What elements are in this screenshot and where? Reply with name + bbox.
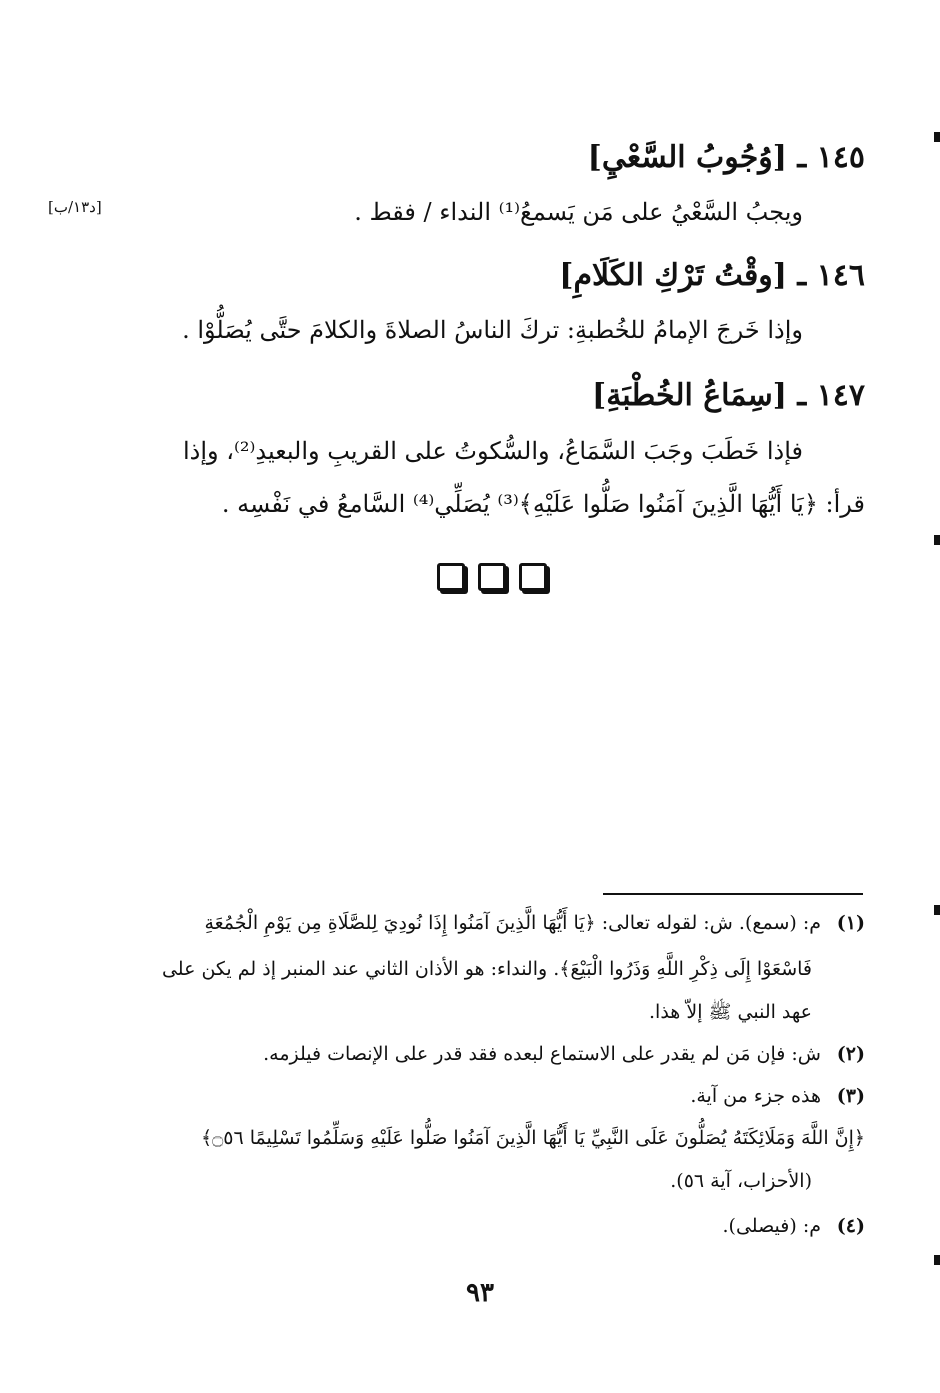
footnote-4: [723, 1215, 866, 1237]
footnote-3-verse: ﴿إِنَّ اللَّهَ وَمَلَائِكَتَهُ يُصَلُّونَ عَلَى النَّبِيِّ يَا أَيُّهَا الَّذِينَ آمَنُوا صَلُّوا عَلَيْهِ وَسَلِّمُوا تَسْلِيمًا ۝٥٦﴾: [200, 1127, 865, 1149]
footnote-1: [204, 912, 865, 934]
section-text-147-line-1: فإذا خَطَبَ وجَبَ السَّمَاعُ، والسُّكوتُ على القريبِ والبعيدِ⁽²⁾، وإذا: [182, 437, 803, 465]
footnote-1-line-2: فَاسْعَوْا إِلَى ذِكْرِ اللَّهِ وَذَرُوا الْبَيْعَ﴾. والنداء: هو الأذان الثاني عند المنبر إذ لم يكن على: [161, 958, 812, 980]
footnote-1-line-3: عهد النبي ﷺ إلاّ هذا.: [649, 1001, 812, 1023]
section-text-147-line-2: قرأ: ﴿يَا أَيُّهَا الَّذِينَ آمَنُوا صَلُّوا عَلَيْهِ﴾⁽³⁾ يُصَلِّي⁽⁴⁾ السَّامعُ في نَفْسِه .: [221, 490, 865, 518]
footnote-3: [690, 1085, 865, 1107]
section-heading-145: ١٤٥ ـ [وُجُوبُ السَّعْيِ]: [587, 140, 865, 175]
footnote-text: م: (سمع). ش: لقوله تعالى: ﴿يَا أَيُّهَا الَّذِينَ آمَنُوا إِذَا نُودِيَ لِلصَّلَاةِ مِن يَوْمِ الْجُمُعَةِ: [204, 912, 821, 934]
ornament-box: [519, 563, 547, 591]
footnote-text: م: (فيصلى).: [722, 1215, 821, 1237]
footnote-3-citation: (الأحزاب، آية ٥٦).: [670, 1170, 812, 1192]
footnote-2: [263, 1043, 865, 1065]
scan-edge-mark: [934, 905, 940, 915]
page-number: ٩٣: [466, 1278, 494, 1308]
section-end-ornament: [437, 563, 547, 593]
footnote-number: (١): [836, 912, 865, 934]
section-text-146: وإذا خَرجَ الإمامُ للخُطبةِ: تركَ الناسُ الصلاةَ والكلامَ حتَّى يُصَلُّوْا .: [182, 316, 803, 344]
section-text-145: ويجبُ السَّعْيُ على مَن يَسمعُ⁽¹⁾ النداء / فقط .: [354, 198, 803, 226]
ornament-box: [437, 563, 465, 591]
footnote-number: (٣): [836, 1085, 865, 1107]
scan-edge-mark: [934, 1255, 940, 1265]
scan-edge-mark: [934, 535, 940, 545]
footnote-number: (٤): [836, 1215, 865, 1237]
section-heading-147: ١٤٧ ـ [سِمَاعُ الخُطْبَةِ]: [592, 378, 865, 413]
footnote-separator: [603, 893, 863, 895]
scan-edge-mark: [934, 132, 940, 142]
section-heading-146: ١٤٦ ـ [وقْتُ تَرْكِ الكَلَامِ]: [559, 258, 865, 293]
manuscript-folio-note: [د١٣/ب]: [48, 198, 102, 216]
ornament-box: [478, 563, 506, 591]
footnote-number: (٢): [836, 1043, 865, 1065]
footnote-text: هذه جزء من آية.: [690, 1085, 821, 1107]
footnote-text: ش: فإن مَن لم يقدر على الاستماع لبعده فقد قدر على الإنصات فيلزمه.: [263, 1043, 821, 1065]
